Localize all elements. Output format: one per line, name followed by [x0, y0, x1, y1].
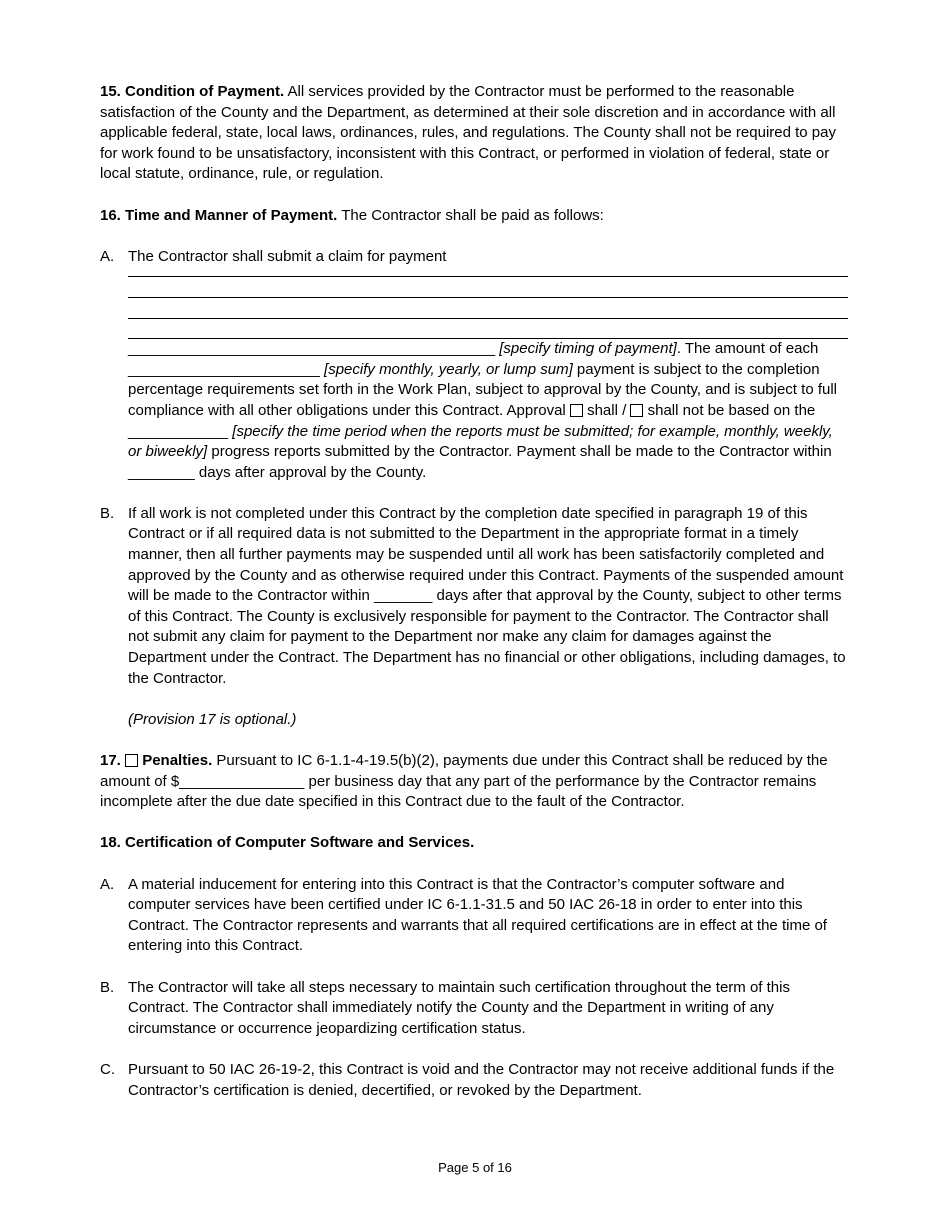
frequency-blank[interactable]: _______________________: [128, 360, 320, 378]
period-instruction: [specify the time period when the reports must be submitted; for example, monthly, weekly, or biweekly]: [128, 422, 833, 461]
body-text: progress reports submitted by the Contractor. Payment shall be made to the Contractor within: [211, 443, 832, 461]
section-18-c-text: Pursuant to 50 IAC 26-19-2, this Contract is void and the Contractor may not receive additional funds if the Contractor’s certification is denied, decertified, or revoked by the Department.: [128, 1060, 835, 1099]
penalties-checkbox[interactable]: [125, 754, 138, 767]
fill-line[interactable]: [128, 298, 848, 319]
section-15-heading: 15. Condition of Payment.: [100, 83, 285, 100]
days-blank[interactable]: _______: [373, 587, 433, 605]
timing-blank[interactable]: ____________________________________________: [128, 340, 496, 358]
section-18: [100, 833, 848, 854]
body-text: days after that approval by the County, subject to other terms of this Contract. The County is exclusively responsible for payment to the Contractor. The Contractor shall not submit any claim for payment to the Department nor make any claim for damages against the Department under the Contract. The Department has no financial or other obligations, including damages, to the Contractor.: [128, 587, 846, 687]
section-17-number: 17.: [100, 752, 121, 769]
section-18-b-text: The Contractor will take all steps necessary to maintain such certification throughout the term of this Contract. The Contractor shall immediately notify the County and the Department in writing of any circumstance or occurrence jeopardizing certification status.: [128, 978, 790, 1037]
fill-line[interactable]: [128, 319, 848, 340]
optional-note-text: (Provision 17 is optional.): [128, 710, 297, 728]
period-blank[interactable]: ____________: [128, 422, 229, 440]
section-18-a: [100, 875, 848, 957]
body-text: days after approval by the County.: [198, 463, 427, 481]
fill-line[interactable]: [128, 277, 848, 298]
body-text: If all work is not completed under this Contract by the completion date specified in paragraph 19 of this Contract or if all required data is not submitted to the Department in the appropriate format in a timely manner, then all further payments may be suspended until all work has been satisfactorily completed and approved by the County and as otherwise required under this Contract. Payments of the suspended amount will be made to the Contractor within: [128, 504, 844, 605]
section-16: [100, 206, 848, 227]
amount-blank[interactable]: _______________: [179, 772, 305, 790]
frequency-instruction: [specify monthly, yearly, or lump sum]: [324, 360, 573, 378]
item-marker: B.: [100, 504, 115, 522]
section-16-b: [100, 504, 848, 689]
item-marker: A.: [100, 247, 115, 265]
section-16-a-body: [128, 339, 848, 483]
fill-line[interactable]: [128, 267, 848, 277]
section-18-b: [100, 978, 848, 1040]
section-18-heading: 18. Certification of Computer Software and Services.: [100, 834, 475, 852]
section-17: [100, 751, 848, 813]
shall-checkbox[interactable]: [570, 404, 583, 417]
shall-not-checkbox[interactable]: [630, 404, 643, 417]
timing-instruction: [specify timing of payment]: [499, 340, 677, 358]
body-text: Pursuant to IC 6-1.1-4-19.5(b)(2), payments due under this Contract shall be reduced by the amount of $: [100, 752, 828, 790]
body-text: . The amount of each: [676, 340, 819, 358]
body-text: per business day that any part of the performance by the Contractor remains incomplete after the due date specified in this Contract due to the fault of the Contractor.: [100, 772, 817, 811]
document-page: [100, 82, 848, 1122]
section-18-c: [100, 1060, 848, 1101]
item-marker: A.: [100, 875, 115, 893]
section-16-a-intro: The Contractor shall submit a claim for payment: [128, 247, 447, 265]
body-text: payment is subject to the completion percentage requirements set forth in the Work Plan, subject to approval by the County, and is subject to full compliance with all other obligations under this Contract. Approval: [128, 360, 837, 419]
item-marker: B.: [100, 978, 115, 996]
days-blank[interactable]: ________: [128, 463, 195, 481]
page-number: Page 5 of 16: [438, 1160, 512, 1175]
section-15-text: All services provided by the Contractor must be performed to the reasonable satisfaction of the County and the Department, as determined at their sole discretion and in accordance with all applicable federal, state, local laws, ordinances, rules, and regulations. The County shall not be required to pay for work found to be unsatisfactory, inconsistent with this Contract, or performed in violation of federal, state or local statute, ordinance, rule, or regulation.: [100, 83, 836, 183]
section-18-a-text: A material inducement for entering into this Contract is that the Contractor’s computer software and computer services have been certified under IC 6-1.1-31.5 and 50 IAC 26-18 in order to enter into this Contract. The Contractor represents and warrants that all required certifications are in effect at the time of entering into this Contract.: [128, 875, 827, 955]
shall-not-label: shall not be based on the: [647, 401, 816, 419]
section-16-b-body: [128, 504, 848, 689]
section-16-a: [100, 247, 848, 484]
item-marker: C.: [100, 1060, 115, 1078]
section-15: [100, 82, 848, 185]
section-16-heading: 16. Time and Manner of Payment.: [100, 206, 338, 224]
section-17-heading: Penalties.: [142, 752, 213, 769]
section-16-text: The Contractor shall be paid as follows:: [341, 206, 604, 224]
shall-label: shall /: [587, 401, 627, 419]
optional-note: [100, 710, 848, 731]
